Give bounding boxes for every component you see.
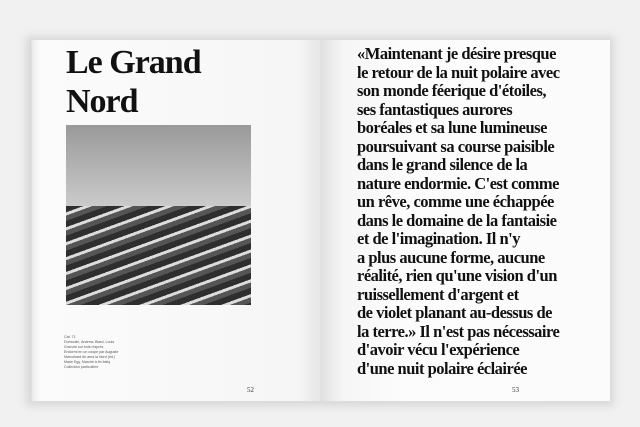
title-line: Le Grand <box>66 44 201 81</box>
caption-line: Marie Egy, Marché à fin italiq <box>64 360 111 364</box>
caption-line: Gravure sur bois d'après <box>64 345 104 349</box>
text-line: et de l'imagination. Il n'y <box>357 229 520 248</box>
engraving-illustration <box>66 125 251 305</box>
text-line: ses fantastiques aurores <box>357 99 513 119</box>
caption-line: Cat. 71 <box>64 335 76 339</box>
text-line: «Maintenant je désire presque <box>357 44 556 63</box>
text-line: poursuivant sa course paisible <box>357 136 555 156</box>
caption-line: Dumoulin, Andrew; Biard, Louis <box>64 340 115 344</box>
text-line: dans le grand silence de la <box>357 155 528 174</box>
text-line: le retour de la nuit polaire avec <box>357 62 560 82</box>
text-line: d'avoir vécu l'expérience <box>357 340 520 359</box>
text-line: son monde féerique d'étoiles, <box>357 81 546 100</box>
title-line: Nord <box>66 83 138 120</box>
text-line: boréales et sa lune lumineuse <box>357 118 547 137</box>
text-line: réalité, rien qu'une vision d'un <box>357 266 557 285</box>
text-line: de violet planant au-dessus de <box>357 303 552 322</box>
text-line: ruissellement d'argent et <box>357 284 519 304</box>
caption-line: Collection particulière <box>64 365 99 369</box>
text-line: a plus aucune forme, aucune <box>357 247 545 267</box>
text-line: la terre.» Il n'est pas nécessaire <box>357 321 560 341</box>
page-number: 53 <box>512 386 519 394</box>
caption-line: Marcuhard de ama la Nord (éd.) <box>64 355 116 359</box>
text-line: un rêve, comme une échappée <box>357 192 554 211</box>
text-line: d'une nuit polaire éclairée <box>357 358 527 378</box>
caption-line: Endormi en un coupe par Auguste <box>64 350 119 354</box>
body-text <box>357 45 560 378</box>
text-line: nature endormie. C'est comme <box>357 173 559 193</box>
page-number: 52 <box>247 386 254 394</box>
text-line: dans le domaine de la fantaisie <box>357 210 557 230</box>
right-page <box>320 40 610 401</box>
page-title <box>66 43 201 121</box>
figure-caption <box>64 335 118 370</box>
left-page <box>30 40 320 401</box>
